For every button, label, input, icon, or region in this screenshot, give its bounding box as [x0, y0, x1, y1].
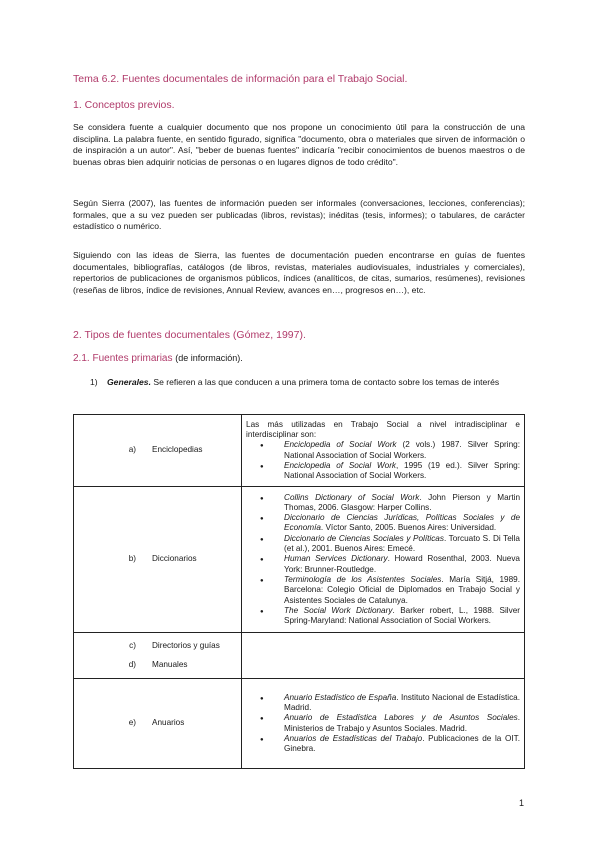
list-number: 1)	[90, 377, 98, 387]
table-row	[74, 633, 525, 679]
row-letter: b)	[128, 554, 136, 564]
list-item: ● Enciclopedia of Social Work, 1995 (19 ed.). Silver Spring: National Association of Social Workers.	[284, 461, 520, 482]
page-number: 1	[519, 798, 525, 808]
sources-table	[73, 414, 525, 769]
section-2-heading: 2. Tipos de fuentes documentales (Gómez, 1997).	[73, 329, 306, 341]
row-content-cell	[242, 415, 525, 487]
table-row	[74, 487, 525, 633]
bullet-list	[246, 493, 520, 627]
row-content-cell	[242, 633, 525, 679]
row-label-cell	[74, 487, 242, 633]
bullet-list	[246, 693, 520, 755]
section-2-1-heading	[73, 353, 243, 364]
row-label: Anuarios	[152, 718, 185, 728]
list-item: ● Anuario Estadístico de España. Instituto Nacional de Estadística. Madrid.	[284, 693, 520, 714]
paragraph-3: Siguiendo con las ideas de Sierra, las fuentes de documentación pueden encontrarse en guías de fuentes documentales, bibliografías, catálogos (de libros, revistas, materiales audiovisuales, industriales y comerciales), repertorios de publicaciones de organismos públicos, índices (analíticos, de citas, sumarios, resúmenes), revisiones (reseñas de libros, índice de revisiones, Annual Review, avances en…, progresos en…), etc.	[73, 250, 525, 295]
section-2-1-note: (de información).	[175, 353, 243, 363]
row-letter: e)	[128, 718, 136, 728]
row-content-cell	[242, 679, 525, 769]
list-item: ● Terminología de los Asistentes Sociales. María Sitjá, 1989. Barcelona: Colegio Oficial de Diplomados en Trabajo Social y Asistentes Sociales de Catalunya.	[284, 575, 520, 606]
table-row	[74, 679, 525, 769]
bullet-list	[246, 440, 520, 481]
paragraph-2: Según Sierra (2007), las fuentes de información pueden ser informales (conversaciones, lecciones, conferencias); formales, que a su vez pueden ser publicadas (libros, revistas); inéditas (tesis, informes); o tabulares, de carácter estadístico o numérico.	[73, 198, 525, 232]
list-item: ● Collins Dictionary of Social Work. John Pierson y Martin Thomas, 2006. Glasgow: Harper Collins.	[284, 493, 520, 514]
list-item-text	[107, 377, 525, 389]
paragraph-1: Se considera fuente a cualquier documento que nos propone un conocimiento útil para la construcción de una disciplina. La palabra fuente, en sentido figurado, significa "documento, obra o materiales que sirven de información o de inspiración a un autor". Así, "beber de buenas fuentes" indicaría "recibir conocimientos de buenos maestros o de buenas obras bien adquirir noticias de personas o en lugares dignos de todo crédito".	[73, 122, 525, 167]
list-item: ● Human Services Dictionary. Howard Rosenthal, 2003. Nueva York: Brunner-Routledge.	[284, 554, 520, 575]
document-title: Tema 6.2. Fuentes documentales de información para el Trabajo Social.	[73, 73, 408, 85]
row-label: Manuales	[152, 659, 188, 669]
row-letter: c)	[129, 641, 136, 651]
row-label: Enciclopedias	[152, 445, 203, 455]
row-letter: a)	[128, 445, 136, 455]
row-label: Diccionarios	[152, 554, 197, 564]
row-label-cell	[74, 633, 242, 679]
table-row	[74, 415, 525, 487]
section-2-1-title: 2.1. Fuentes primarias	[73, 353, 173, 364]
list-item: ● Diccionario de Ciencias Jurídicas, Políticas Sociales y de Economía. Víctor Santo, 2005. Buenos Aires: Universidad.	[284, 513, 520, 534]
list-item: ● Diccionario de Ciencias Sociales y Políticas. Torcuato S. Di Tella (et al.), 2001. Buenos Aires: Emecé.	[284, 534, 520, 555]
list-item: ● The Social Work Dictionary. Barker robert, L., 1988. Silver Spring-Maryland: National Association of Social Workers.	[284, 606, 520, 627]
row-label: Directorios y guías	[152, 641, 220, 651]
section-1-heading: 1. Conceptos previos.	[73, 99, 175, 111]
list-item-term: Generales.	[107, 377, 151, 387]
row-label-cell	[74, 679, 242, 769]
list-item-description: Se refieren a las que conducen a una primera toma de contacto sobre los temas de interés	[153, 377, 500, 387]
row-letter: d)	[128, 659, 136, 669]
row-content-cell	[242, 487, 525, 633]
list-item: ● Anuarios de Estadísticas del Trabajo. Publicaciones de la OIT. Ginebra.	[284, 734, 520, 755]
row-intro: Las más utilizadas en Trabajo Social a nivel intradisciplinar e interdisciplinar son:	[246, 419, 520, 439]
list-item: ● Enciclopedia of Social Work (2 vols.) 1987. Silver Spring: National Association of Social Workers.	[284, 440, 520, 461]
row-label-cell	[74, 415, 242, 487]
list-item: ● Anuario de Estadística Labores y de Asuntos Sociales. Ministerios de Trabajo y Asuntos Sociales. Madrid.	[284, 713, 520, 734]
